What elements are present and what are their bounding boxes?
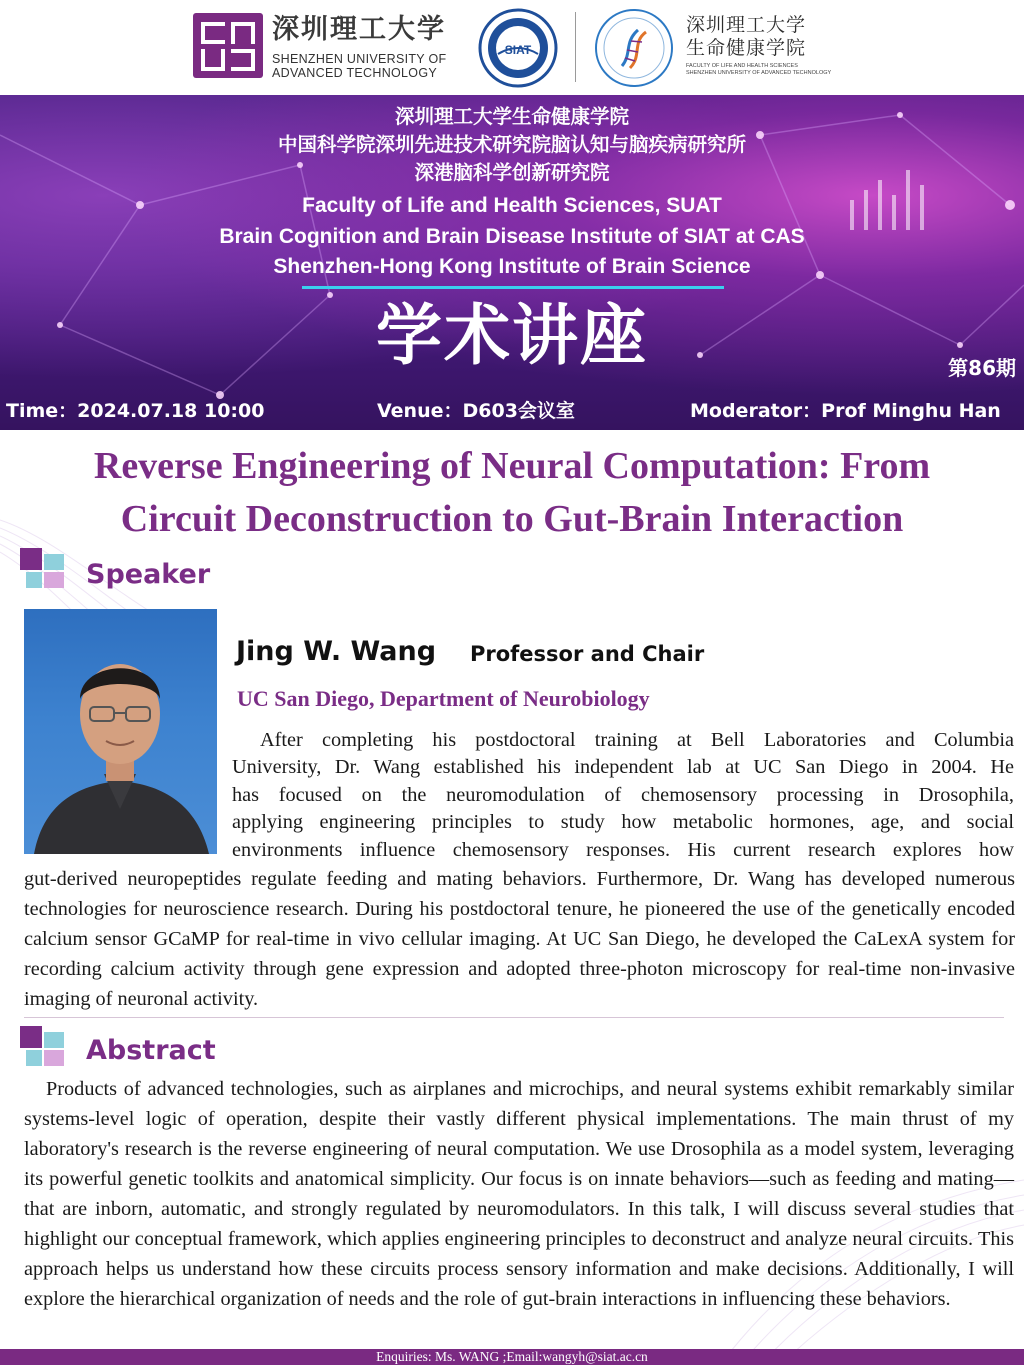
bio-line: applying engineering principles to study how metabolic hormones, age, and social (232, 811, 1014, 834)
speaker-photo (24, 609, 217, 854)
title-rule (302, 286, 724, 289)
institution-cn-3: 深港脑科学创新研究院 (414, 161, 610, 184)
speaker-portrait-icon (24, 609, 217, 854)
suat-wordmark (272, 14, 446, 80)
talk-title-line2: Circuit Deconstruction to Gut-Brain Interaction (120, 498, 904, 540)
lecture-title: 学术讲座 (376, 297, 648, 374)
siat-seal-icon (478, 8, 558, 88)
speaker-name: Jing W. Wang (236, 636, 437, 667)
event-moderator: Moderator：Prof Minghu Han (690, 400, 1001, 422)
abstract-text: Products of advanced technologies, such as airplanes and microchips, and neural systems exhibit remarkably similar systems-level logic of operation, despite their vastly different physical implementations. The main thrust of my laboratory's research is the reverse engineering of neural computation. We use Drosophila as a model system, leveraging its powerful genetic toolkits and anatomical simplicity. Our focus is on innate behaviors—such as feeding and mating—that are inborn, automatic, and strongly regulated by neuromodulators. In this talk, I will discuss several studies that highlight our conceptual framework, which applies engineering principles to deconstruct and analyze neural circuits. This approach helps us understand how these circuits process sensory information and make decisions. Additionally, I will explore the hierarchical organization of needs and the role of gut-brain interactions in influencing these behaviors. (24, 1078, 1014, 1310)
suat-name-en-line2: ADVANCED TECHNOLOGY (272, 66, 437, 80)
talk-title (0, 440, 1024, 546)
talk-title-line1: Reverse Engineering of Neural Computation: From (93, 445, 931, 487)
bio-line: University, Dr. Wang established his independent lab at UC San Diego in 2004. He (232, 756, 1014, 779)
speaker-bio-top (232, 727, 1014, 864)
institution-cn-1: 深圳理工大学生命健康学院 (394, 105, 629, 128)
suat-name-cn: 深圳理工大学 (272, 14, 446, 45)
institution-en-3: Shenzhen-Hong Kong Institute of Brain Science (273, 255, 751, 278)
speaker-bio-continued: gut-derived neuropeptides regulate feeding and mating behaviors. Furthermore, Dr. Wang has developed numerous technologies for neuroscience research. During his postdoctoral tenure, he pioneered the use of the genetically encoded calcium sensor GCaMP for real-time in vivo cellular imaging. At UC San Diego, he developed the CaLexA system for recording calcium activity through gene expression and adopted three-photon microscopy for real-time non-invasive imaging of neuronal activity. (24, 868, 1015, 1010)
faculty-seal-icon (594, 8, 674, 88)
event-venue: Venue：D603会议室 (377, 400, 575, 422)
bio-line: environments influence chemosensory responses. His current research explores how (232, 838, 1014, 861)
institution-cn-2: 中国科学院深圳先进技术研究院脑认知与脑疾病研究所 (277, 133, 746, 156)
logo-separator (575, 12, 576, 82)
bio-line: After completing his postdoctoral training at Bell Laboratories and Columbia (260, 729, 1014, 751)
siat-seal-text: SIAT (504, 43, 532, 57)
suat-logo-icon (193, 13, 263, 78)
logo-bar (0, 0, 1024, 95)
footer-enquiries: Enquiries: Ms. WANG ;Email:wangyh@siat.ac.cn (0, 1349, 1024, 1365)
institution-en-2: Brain Cognition and Brain Disease Institute of SIAT at CAS (219, 225, 805, 248)
speaker-section-icon (20, 548, 68, 590)
suat-name-en-line1: SHENZHEN UNIVERSITY OF (272, 52, 447, 66)
header-banner (0, 95, 1024, 430)
speaker-section-title: Speaker (86, 559, 211, 590)
faculty-name-cn-line1: 深圳理工大学 (686, 14, 807, 36)
section-divider (24, 1017, 1004, 1018)
speaker-affiliation: UC San Diego, Department of Neurobiology (237, 686, 650, 711)
speaker-role: Professor and Chair (470, 642, 705, 666)
issue-number: 第86期 (948, 356, 1016, 380)
abstract-section-title: Abstract (86, 1035, 216, 1066)
bio-line: has focused on the neuromodulation of chemosensory processing in Drosophila, (232, 783, 1014, 806)
faculty-name-en-line2: SHENZHEN UNIVERSITY OF ADVANCED TECHNOLOGY (686, 70, 832, 76)
event-time: Time：2024.07.18 10:00 (6, 400, 265, 422)
faculty-name-en-line1: FACULTY OF LIFE AND HEALTH SCIENCES (686, 63, 798, 69)
faculty-name-cn-line2: 生命健康学院 (686, 37, 807, 59)
institution-en-1: Faculty of Life and Health Sciences, SUAT (302, 194, 722, 217)
abstract-section-icon (20, 1026, 68, 1068)
faculty-wordmark (686, 14, 831, 77)
